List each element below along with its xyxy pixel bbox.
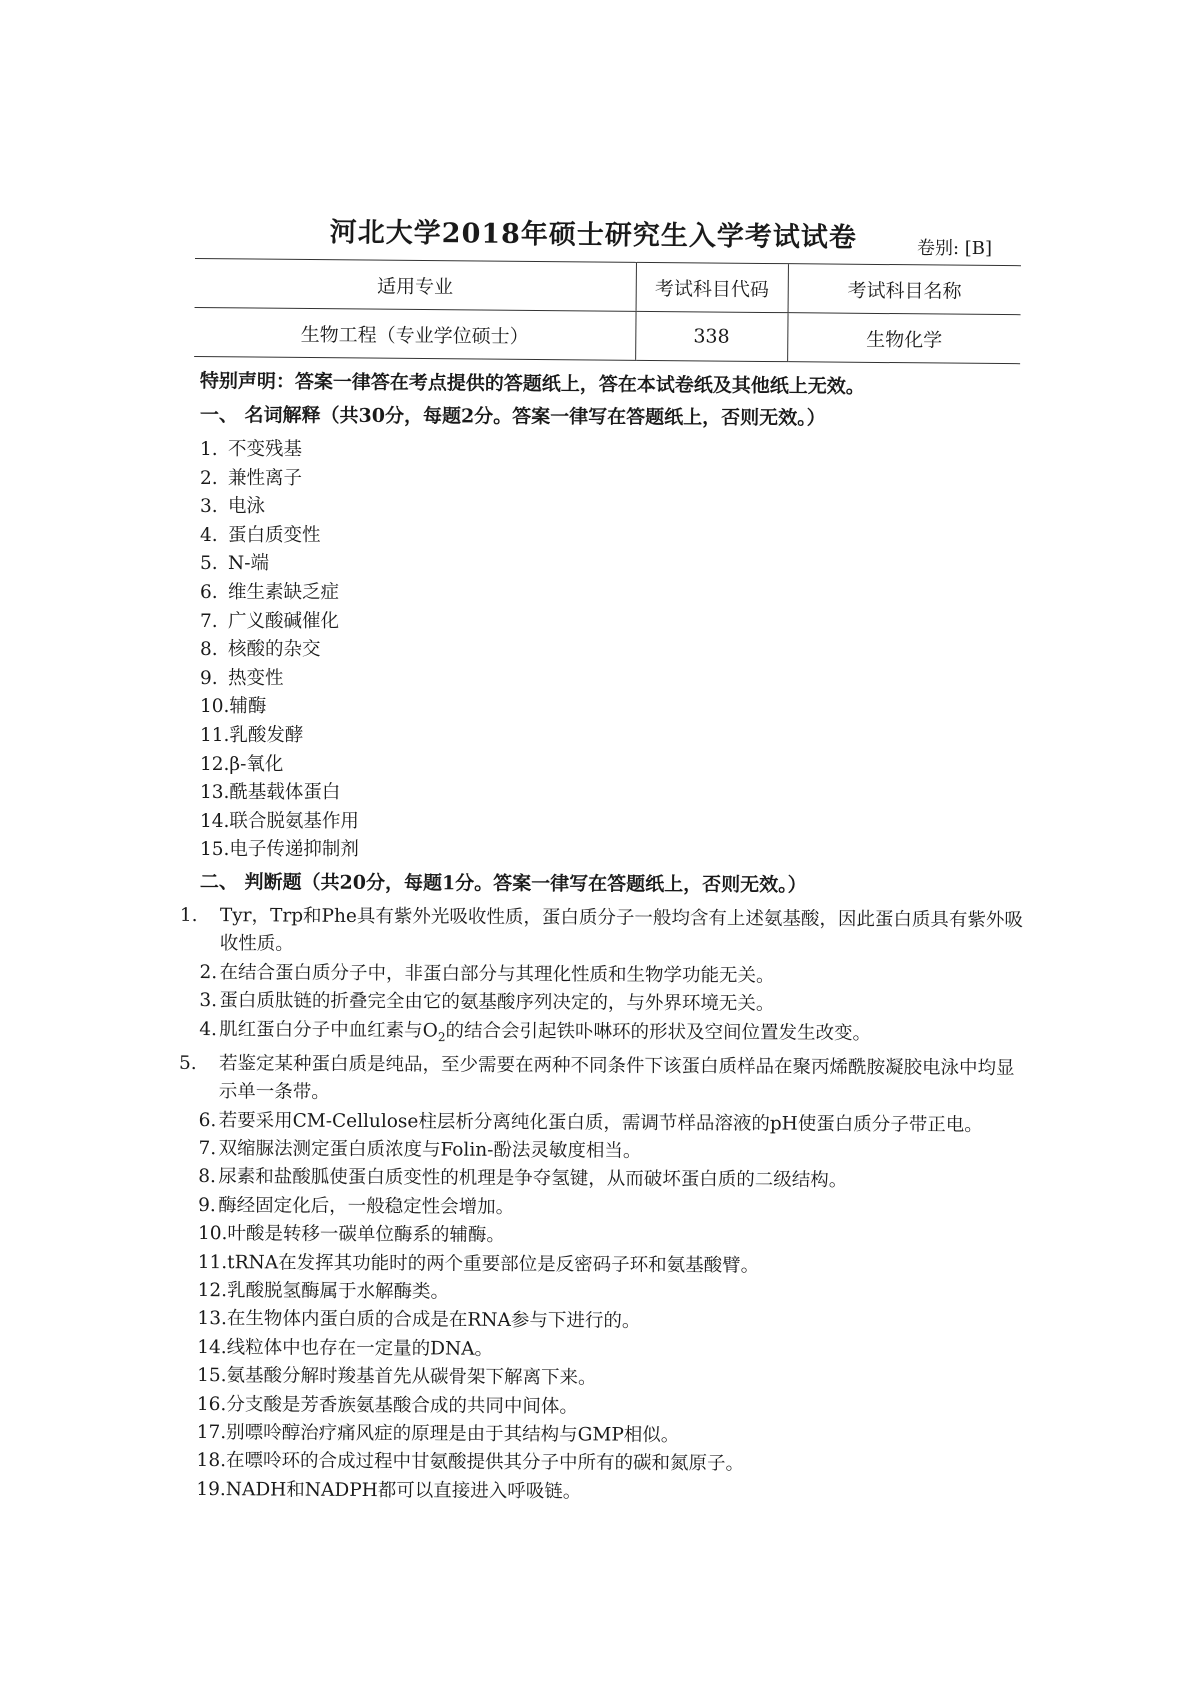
item-text: 不变残基 — [228, 439, 303, 460]
item-text: 在嘌呤环的合成过程中甘氨酸提供其分子中所有的碳和氮原子。 — [225, 1450, 745, 1475]
info-table-value-row — [194, 307, 1020, 363]
list-item — [200, 693, 359, 722]
item-number: 7. — [200, 610, 218, 632]
item-number: 1. — [179, 904, 198, 926]
item-text: 在结合蛋白质分子中，非蛋白部分与其理化性质和生物学功能无关。 — [219, 961, 775, 987]
subject-code-value: 338 — [635, 311, 788, 361]
item-number: 1. — [200, 439, 218, 460]
item-number: 15. — [197, 1365, 227, 1387]
item-text: 广义酸碱催化 — [228, 610, 340, 632]
list-item — [197, 1362, 1027, 1395]
item-text: N-端 — [228, 553, 269, 575]
special-notice: 特别声明：答案一律答在考点提供的答题纸上，答在本试卷纸及其他纸上无效。 — [199, 369, 865, 398]
item-text-after: 的结合会引起铁卟啉环的形状及空间位置发生改变。 — [445, 1020, 872, 1044]
list-item — [200, 779, 359, 808]
list-item — [200, 636, 359, 665]
item-text: 辅酶 — [229, 696, 267, 718]
major-value: 生物工程（专业学位硕士） — [194, 307, 636, 360]
list-item — [199, 1016, 1029, 1055]
item-number: 12. — [197, 1279, 228, 1302]
item-number: 4. — [200, 524, 218, 546]
list-item — [200, 722, 359, 751]
item-number: 19. — [196, 1478, 226, 1500]
item-text: 乳酸发酵 — [229, 724, 304, 746]
item-text: 分支酸是芳香族氨基酸合成的共同中间体。 — [226, 1393, 578, 1417]
item-text: Tyr，Trp和Phe具有紫外光吸收性质，蛋白质分子一般均含有上述氨基酸，因此蛋白质具有紫外吸收性质。 — [219, 905, 1023, 955]
item-text: 电子传递抑制剂 — [229, 839, 359, 861]
item-text: 线粒体中也存在一定量的DNA。 — [226, 1336, 494, 1360]
item-number: 13. — [197, 1308, 227, 1330]
subject-name-value: 生物化学 — [787, 313, 1020, 364]
item-number: 11. — [197, 1251, 228, 1273]
term-definition-list — [200, 436, 359, 865]
subject-name-header: 考试科目名称 — [788, 264, 1021, 315]
item-number: 2. — [200, 467, 218, 489]
item-number: 8. — [198, 1166, 217, 1188]
list-item — [198, 1220, 1028, 1253]
item-number: 9. — [200, 667, 218, 689]
item-number: 8. — [200, 639, 218, 661]
list-item — [200, 579, 359, 608]
section1-heading: 一、 名词解释（共30分，每题2分。答案一律写在答题纸上，否则无效。） — [199, 403, 826, 430]
item-text: β-氧化 — [229, 753, 284, 775]
list-item — [200, 808, 359, 837]
info-table-header-row — [195, 258, 1021, 314]
item-text: 热变性 — [228, 667, 284, 689]
item-number: 4. — [199, 1018, 217, 1040]
item-number: 13. — [200, 782, 230, 804]
subscript: 2 — [437, 1029, 446, 1044]
item-number: 10. — [197, 1223, 228, 1245]
item-text-before: 肌红蛋白分子中血红素与O — [219, 1018, 438, 1042]
item-text: 叶酸是转移一碳单位酶系的辅酶。 — [227, 1223, 505, 1247]
item-text: NADH和NADPH都可以直接进入呼吸链。 — [225, 1478, 582, 1503]
list-item — [200, 836, 359, 865]
item-number: 17. — [196, 1421, 227, 1444]
list-item — [200, 465, 359, 494]
item-number: 7. — [198, 1137, 217, 1160]
item-number: 2. — [199, 961, 218, 983]
item-number: 11. — [200, 724, 230, 746]
item-number: 14. — [200, 810, 230, 832]
item-text: 双缩脲法测定蛋白质浓度与Folin-酚法灵敏度相当。 — [218, 1138, 642, 1162]
item-text: 氨基酸分解时羧基首先从碳骨架下解离下来。 — [226, 1365, 597, 1389]
item-number: 3. — [200, 496, 218, 518]
major-header: 适用专业 — [195, 258, 637, 311]
item-text: 蛋白质肽链的折叠完全由它的氨基酸序列决定的，与外界环境无关。 — [219, 990, 775, 1015]
item-number: 14. — [197, 1336, 227, 1358]
item-text: 兼性离子 — [228, 467, 303, 489]
item-number: 16. — [196, 1393, 227, 1415]
item-number: 9. — [198, 1194, 216, 1216]
item-number: 6. — [198, 1109, 217, 1131]
item-text: 酰基载体蛋白 — [229, 782, 341, 804]
list-item — [200, 436, 359, 465]
item-number: 15. — [200, 839, 230, 861]
list-item — [200, 522, 359, 551]
list-item — [200, 608, 359, 637]
item-text: 尿素和盐酸胍使蛋白质变性的机理是争夺氢键，从而破坏蛋白质的二级结构。 — [218, 1166, 848, 1192]
exam-title: 河北大学2018年硕士研究生入学考试试卷 — [329, 216, 858, 254]
true-false-list — [178, 902, 1030, 1509]
list-item — [200, 493, 359, 522]
list-item — [200, 665, 359, 694]
list-item — [178, 1050, 1029, 1112]
item-text: 别嘌呤醇治疗痛风症的原理是由于其结构与GMP相似。 — [226, 1422, 680, 1446]
item-text: 酶经固定化后，一般稳定性会增加。 — [218, 1194, 515, 1218]
list-item — [200, 550, 359, 579]
item-text: 联合脱氨基作用 — [229, 810, 359, 832]
item-text: 维生素缺乏症 — [228, 581, 340, 603]
item-number: 10. — [200, 696, 230, 718]
item-number: 18. — [196, 1450, 227, 1472]
item-number: 5. — [200, 553, 218, 575]
section2-heading: 二、 判断题（共20分，每题1分。答案一律写在答题纸上，否则无效。） — [199, 870, 807, 897]
item-number: 3. — [199, 990, 218, 1012]
subject-code-header: 考试科目代码 — [636, 262, 789, 312]
item-text: 若鉴定某种蛋白质是纯品，至少需要在两种不同条件下该蛋白质样品在聚丙烯酰胺凝胶电泳中均显示单一条带。 — [218, 1052, 1015, 1103]
item-number: 5. — [178, 1052, 197, 1074]
item-text: 蛋白质变性 — [228, 524, 321, 546]
item-number: 6. — [200, 581, 218, 603]
item-text: 在生物体内蛋白质的合成是在RNA参与下进行的。 — [226, 1308, 641, 1333]
paper-type-label: 卷别: [B] — [917, 238, 993, 259]
item-text: 电泳 — [228, 496, 266, 518]
item-number: 12. — [200, 753, 230, 775]
list-item — [200, 751, 359, 780]
item-text: 核酸的杂交 — [228, 639, 321, 661]
item-text: 乳酸脱氢酶属于水解酶类。 — [226, 1280, 450, 1303]
list-item — [196, 1476, 1026, 1509]
item-text: 若要采用CM-Cellulose柱层析分离纯化蛋白质，需调节样品溶液的pH使蛋白质分子带正电。 — [218, 1109, 983, 1136]
list-item — [199, 987, 1029, 1020]
list-item — [179, 902, 1030, 964]
item-text: tRNA在发挥其功能时的两个重要部位是反密码子环和氨基酸臂。 — [227, 1251, 760, 1276]
exam-info-table — [194, 258, 1021, 364]
